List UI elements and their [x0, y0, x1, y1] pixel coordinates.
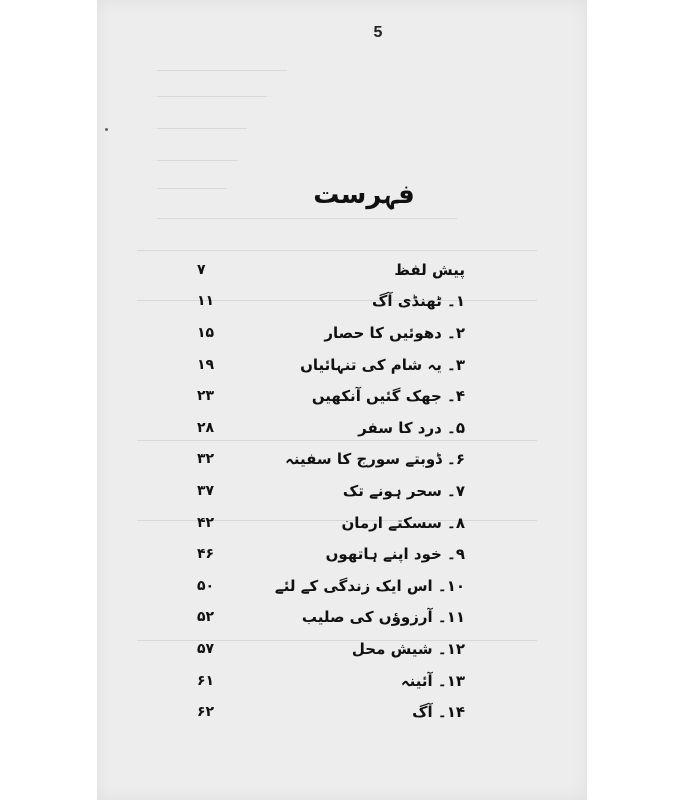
table-of-contents — [197, 254, 465, 728]
toc-row — [197, 444, 465, 476]
toc-page-number: ۵۷ — [197, 640, 215, 657]
toc-page-number: ۳۲ — [197, 451, 215, 468]
toc-row — [197, 254, 465, 286]
show-through-line — [157, 96, 267, 97]
show-through-line — [157, 70, 287, 71]
toc-entry-title: ۱۴۔ آگ — [412, 703, 465, 722]
show-through-line — [157, 128, 247, 129]
toc-entry-title: ۷۔ سحر ہونے تک — [342, 481, 465, 500]
show-through-line — [157, 160, 237, 161]
toc-entry-title: ۶۔ ڈوبتے سورج کا سفینہ — [285, 450, 465, 469]
toc-entry-title: ۸۔ سسکتے ارمان — [341, 513, 465, 532]
toc-page-number: ۱۱ — [197, 293, 215, 310]
show-through-line — [137, 250, 537, 251]
toc-page-number: ۱۹ — [197, 356, 215, 373]
toc-row — [197, 286, 465, 318]
toc-row — [197, 538, 465, 570]
toc-page-number: ۱۵ — [197, 324, 215, 341]
toc-entry-title: ۱۔ ٹھنڈی آگ — [372, 292, 465, 311]
toc-row — [197, 349, 465, 381]
toc-entry-title: ۱۲۔ شیش محل — [351, 639, 465, 658]
page-edge-mark — [105, 128, 108, 131]
toc-page-number: ۵۰ — [197, 577, 215, 594]
book-page — [97, 0, 587, 800]
toc-row — [197, 475, 465, 507]
toc-entry-title: پیش لفظ — [394, 260, 465, 279]
toc-page-number: ۴۲ — [197, 514, 215, 531]
toc-row — [197, 570, 465, 602]
toc-page-number: ۲۳ — [197, 388, 215, 405]
toc-page-number: ۴۶ — [197, 546, 215, 563]
toc-entry-title: ۵۔ درد کا سفر — [358, 418, 465, 437]
page-title: فہرست — [313, 180, 415, 210]
toc-entry-title: ۱۰۔ اس ایک زندگی کے لئے — [274, 576, 465, 595]
toc-page-number: ۷ — [197, 261, 206, 278]
toc-row — [197, 696, 465, 728]
toc-entry-title: ۹۔ خود اپنے ہاتھوں — [325, 545, 465, 564]
toc-row — [197, 507, 465, 539]
toc-row — [197, 317, 465, 349]
toc-entry-title: ۲۔ دھوئیں کا حصار — [324, 323, 465, 342]
toc-row — [197, 380, 465, 412]
toc-page-number: ۶۱ — [197, 672, 215, 689]
toc-row — [197, 602, 465, 634]
toc-row — [197, 633, 465, 665]
toc-page-number: ۳۷ — [197, 482, 215, 499]
toc-entry-title: ۱۳۔ آئینہ — [400, 671, 465, 690]
toc-entry-title: ۳۔ یہ شام کی تنہائیاں — [300, 355, 465, 374]
toc-entry-title: ۱۱۔ آرزوؤں کی صلیب — [301, 608, 465, 627]
page-number: 5 — [373, 24, 383, 41]
toc-page-number: ۶۲ — [197, 704, 215, 721]
toc-entry-title: ۴۔ جھک گئیں آنکھیں — [311, 387, 465, 406]
toc-page-number: ۵۲ — [197, 609, 215, 626]
toc-row — [197, 665, 465, 697]
toc-page-number: ۲۸ — [197, 419, 215, 436]
show-through-line — [157, 218, 457, 219]
toc-row — [197, 412, 465, 444]
